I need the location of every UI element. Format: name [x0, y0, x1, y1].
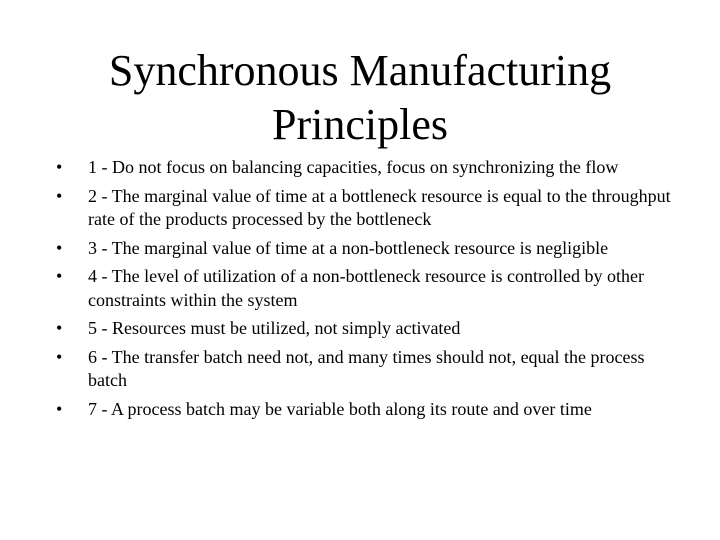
list-item — [56, 398, 676, 422]
principles-list — [56, 156, 676, 426]
list-item-text: 3 - The marginal value of time at a non-bottleneck resource is negligible — [88, 237, 609, 258]
bullet-icon: • — [56, 398, 63, 419]
list-item-text: 7 - A process batch may be variable both along its route and over time — [88, 398, 592, 419]
bullet-icon: • — [56, 266, 63, 286]
bullet-icon: • — [56, 346, 63, 367]
list-item-text: 2 - The marginal value of time at a bottleneck resource is equal to the throughput rate of the products processed by the bottleneck — [88, 185, 671, 229]
list-item-text: 4 - The level of utilization of a non-bottleneck resource is controlled by other constraints within the system — [88, 266, 644, 310]
list-item — [56, 317, 676, 341]
list-item — [56, 346, 676, 393]
list-item-text: 5 - Resources must be utilized, not simply activated — [88, 318, 461, 338]
list-item — [56, 185, 676, 232]
slide-title-line-2: Principles — [272, 100, 448, 149]
bullet-icon: • — [56, 237, 63, 258]
list-item — [56, 156, 676, 180]
slide-title — [40, 44, 680, 152]
list-item-text: 6 - The transfer batch need not, and many times should not, equal the process batch — [88, 346, 645, 390]
bullet-icon: • — [56, 157, 63, 177]
bullet-icon: • — [56, 318, 63, 338]
list-item — [56, 265, 676, 312]
bullet-icon: • — [56, 185, 63, 206]
slide-title-line-1: Synchronous Manufacturing — [108, 46, 612, 95]
list-item-text: 1 - Do not focus on balancing capacities, focus on synchronizing the flow — [88, 157, 619, 177]
list-item — [56, 237, 676, 261]
